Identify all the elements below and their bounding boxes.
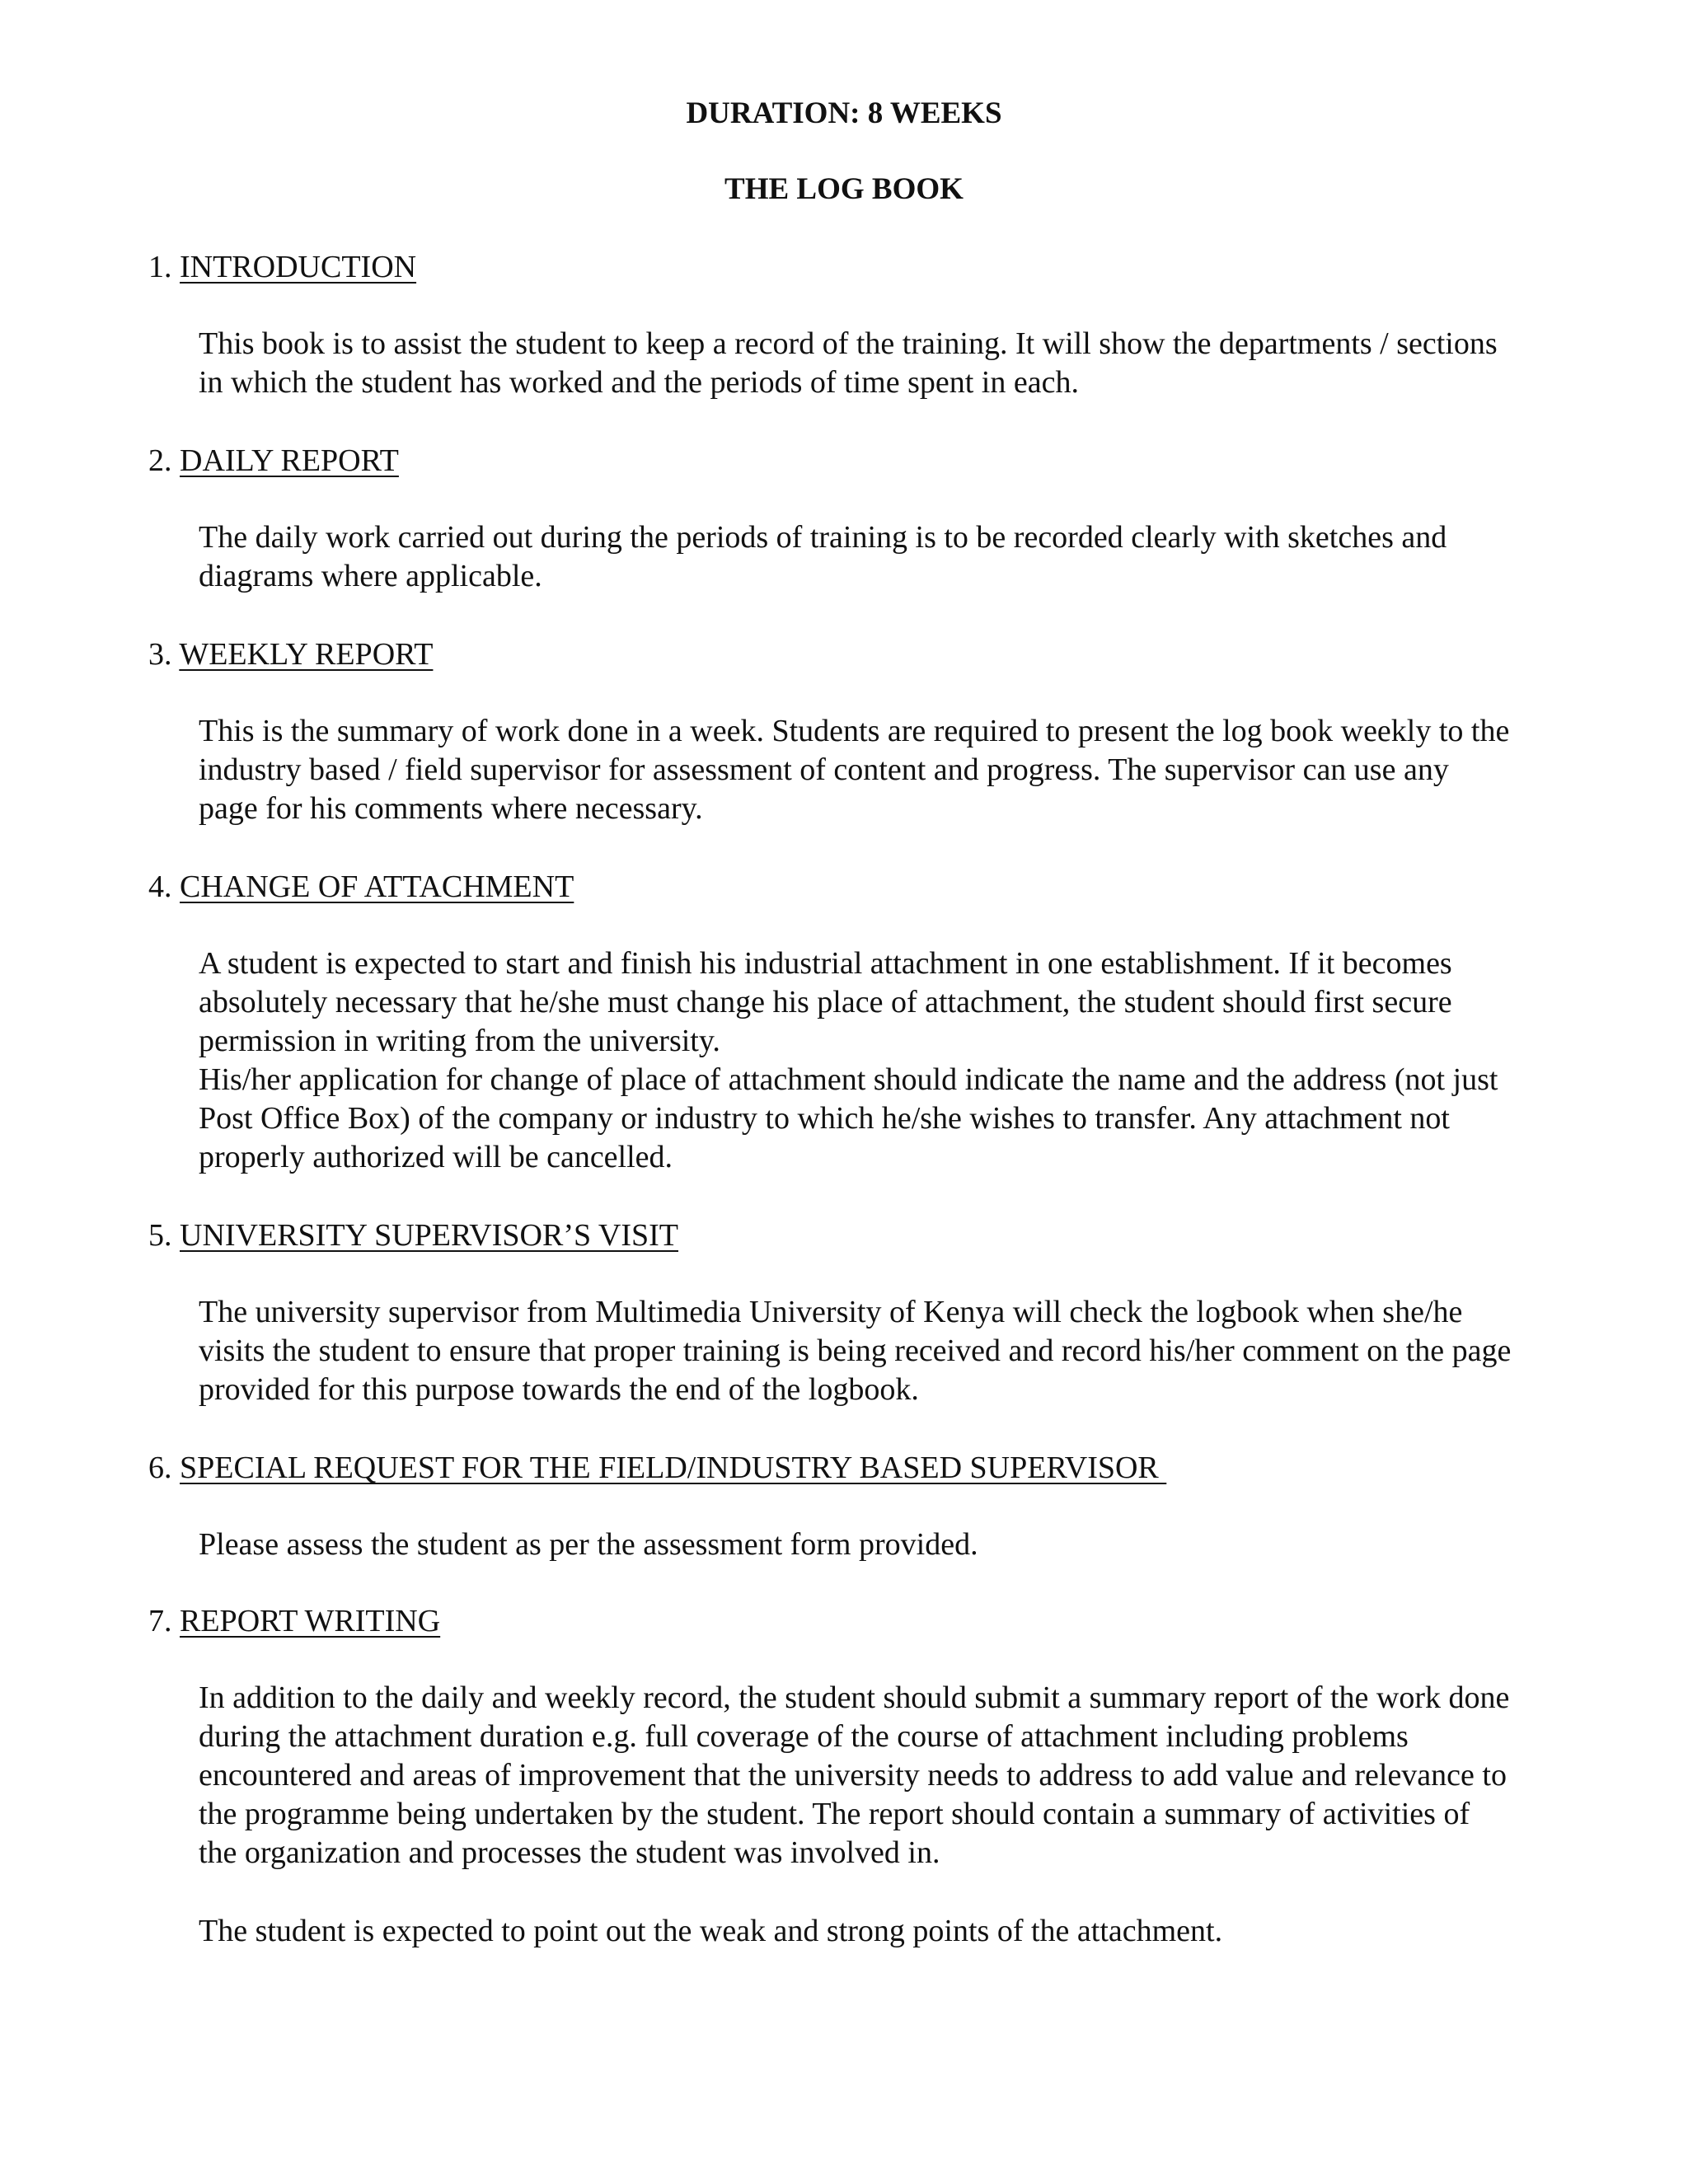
section-heading-report-writing bbox=[148, 1602, 440, 1640]
section-number: 2. bbox=[148, 443, 172, 478]
section-title: UNIVERSITY SUPERVISOR’S VISIT bbox=[180, 1218, 679, 1253]
section-heading-special-request bbox=[148, 1449, 1166, 1487]
section-title: INTRODUCTION bbox=[180, 250, 417, 284]
section-paragraph: The daily work carried out during the periods of training is to be recorded clearly with sketches and diagrams where applicable. bbox=[199, 520, 1447, 593]
section-paragraph: This book is to assist the student to keep a record of the training. It will show the departments / sections in which the student has worked and the periods of time spent in each. bbox=[199, 326, 1498, 400]
section-title: CHANGE OF ATTACHMENT bbox=[180, 869, 574, 904]
section-heading-introduction bbox=[148, 248, 416, 286]
section-title: SPECIAL REQUEST FOR THE FIELD/INDUSTRY BASED SUPERVISOR bbox=[180, 1451, 1167, 1485]
section-paragraph: The university supervisor from Multimedia University of Kenya will check the logbook when she/he visits the student to ensure that proper training is being received and record his/her comment on the page provided for this purpose towards the end of the logbook. bbox=[199, 1295, 1512, 1407]
section-paragraph: Please assess the student as per the assessment form provided. bbox=[199, 1527, 978, 1562]
section-title: WEEKLY REPORT bbox=[179, 637, 434, 672]
section-title: REPORT WRITING bbox=[180, 1604, 441, 1638]
section-number: 6. bbox=[148, 1451, 172, 1485]
section-number: 7. bbox=[148, 1604, 172, 1638]
duration-heading: DURATION: 8 WEEKS bbox=[686, 96, 1002, 130]
section-paragraph: The student is expected to point out the weak and strong points of the attachment. bbox=[199, 1914, 1223, 1948]
document-title: THE LOG BOOK bbox=[724, 172, 964, 206]
section-title: DAILY REPORT bbox=[180, 443, 399, 478]
section-heading-daily-report bbox=[148, 442, 399, 480]
section-heading-university-supervisor-visit bbox=[148, 1216, 678, 1254]
section-number: 3. bbox=[148, 637, 172, 672]
section-number: 5. bbox=[148, 1218, 172, 1253]
section-paragraph: This is the summary of work done in a week. Students are required to present the log book weekly to the industry based / field supervisor for assessment of content and progress. The supervisor can use any page for his comments where necessary. bbox=[199, 714, 1510, 826]
section-heading-weekly-report bbox=[148, 635, 433, 673]
section-number: 1. bbox=[148, 250, 172, 284]
section-heading-change-of-attachment bbox=[148, 868, 574, 906]
section-paragraph: In addition to the daily and weekly record, the student should submit a summary report of the work done during the attachment duration e.g. full coverage of the course of attachment including problems encountered and areas of improvement that the university needs to address to add value and relevance to the programme being undertaken by the student. The report should contain a summary of activities of the organization and processes the student was involved in. bbox=[199, 1680, 1510, 1870]
section-paragraph: A student is expected to start and finish his industrial attachment in one establishment. If it becomes absolutely necessary that he/she must change his place of attachment, the student should first secure permission in writing from the university. His/her application for change of place of attachment should indicate the name and the address (not just Post Office Box) of the company or industry to which he/she wishes to transfer. Any attachment not properly authorized will be cancelled. bbox=[199, 946, 1498, 1174]
section-number: 4. bbox=[148, 869, 172, 904]
